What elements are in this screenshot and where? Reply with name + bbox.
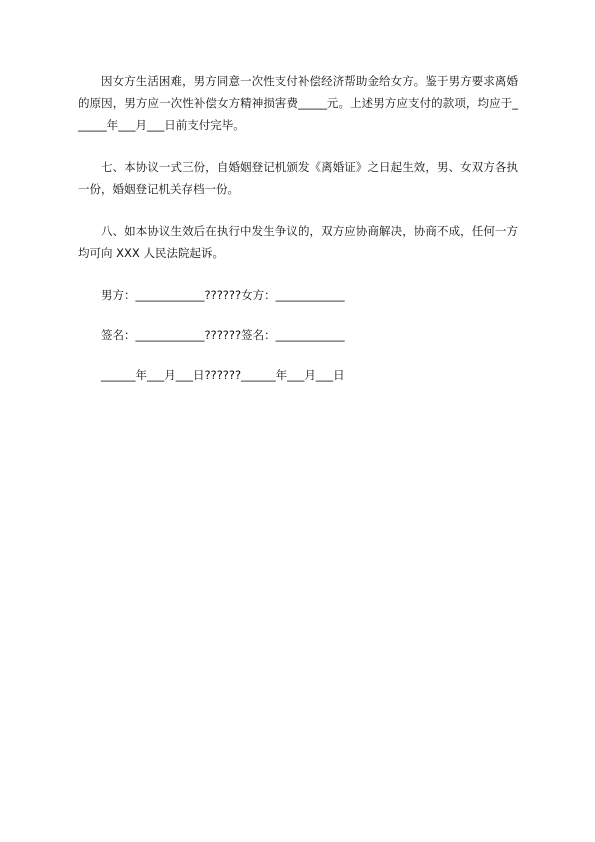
paragraph-clause-eight: 八、如本协议生效后在执行中发生争议的，双方应协商解决，协商不成，任何一方均可向 XXX 人民法院起诉。 (78, 224, 518, 260)
party-line: 男方：____________??????女方：____________ (101, 288, 345, 302)
document-body (78, 70, 518, 404)
paragraph-compensation: 因女方生活困难，男方同意一次性支付补偿经济帮助金给女方。鉴于男方要求离婚的原因，男方应一次性补偿女方精神损害费_____元。上述男方应支付的款项，均应于______年___月___日前支付完毕。 (78, 74, 518, 132)
signature-line: 签名：____________??????签名：____________ (101, 328, 345, 342)
date-line: ______年___月___日??????______年___月___日 (101, 368, 345, 382)
paragraph-clause-seven: 七、本协议一式三份，自婚姻登记机颁发《离婚证》之日起生效，男、女双方各执一份，婚姻登记机关存档一份。 (78, 160, 518, 196)
